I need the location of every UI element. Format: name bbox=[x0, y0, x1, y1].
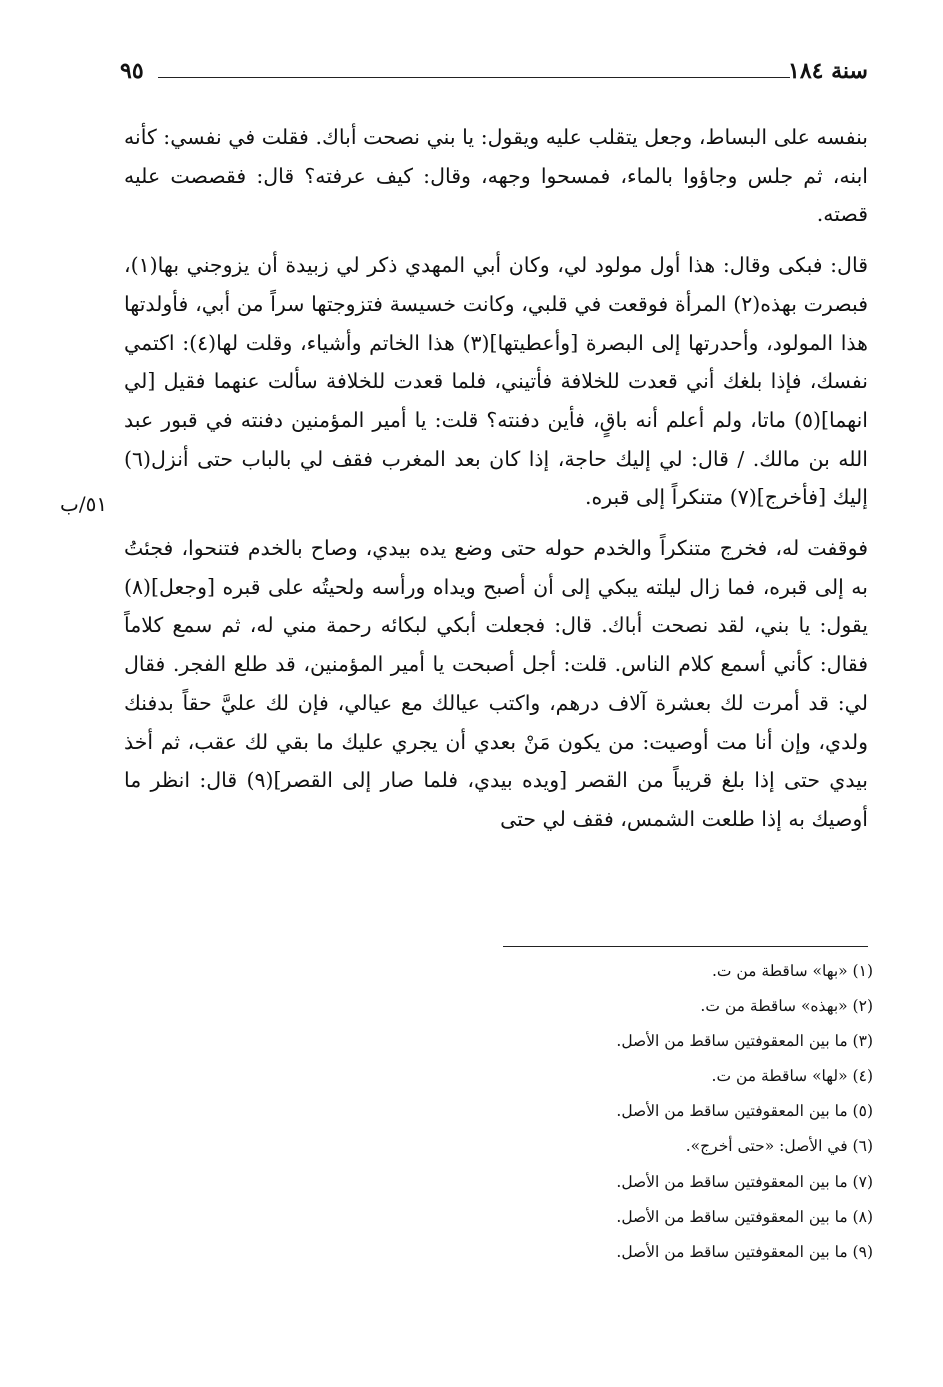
footnote: (٨) ما بين المعقوفتين ساقط من الأصل. bbox=[616, 1207, 873, 1226]
footnote: (٧) ما بين المعقوفتين ساقط من الأصل. bbox=[616, 1172, 873, 1191]
footnotes bbox=[473, 954, 873, 1270]
page-header bbox=[118, 58, 868, 92]
footnote: (٢) «بهذه» ساقطة من ت. bbox=[700, 997, 873, 1016]
header-rule bbox=[158, 77, 790, 78]
running-title: سنة ١٨٤ bbox=[788, 58, 868, 84]
paragraph: بنفسه على البساط، وجعل يتقلب عليه ويقول: يا بني نصحت أباك. فقلت في نفسي: كأنه ابنه، ثم جلس وجاؤوا بالماء، فمسحوا وجهه، وقال: كيف عرفته؟ قال: فقصصت عليه قصته. bbox=[124, 125, 868, 227]
paragraph: فوقفت له، فخرج متنكراً والخدم حوله حتى وضع يده بيدي، وصاح بالخدم فتنحوا، فجئتُ به إلى قبره، فما زال ليلته يبكي إلى أن أصبح ويداه ورأسه ولحيتُه على قبره [وجعل](٨) يقول: يا بني، لقد نصحت أباك. قال: فجعلت أبكي لبكائه رحمة مني له، ثم سمع كلاماً فقال: كأني أسمع كلام الناس. قلت: أجل أصبحت يا أمير المؤمنين، قد طلع الفجر. فقال لي: قد أمرت لك بعشرة آلاف درهم، واكتب عيالك مع عيالي، فإن لك عليَّ حقاً بدفنك ولدي، وإن أنا مت أوصيت: من يكون مَنْ بعدي أن يجري عليك ما بقي لك عقب، ثم أخذ بيدي حتى إذا بلغ قريباً من القصر [ويده بيدي، فلما صار إلى القصر](٩) قال: انظر ما أوصيك به إذا طلعت الشمس، فقف لي حتى bbox=[124, 536, 868, 831]
footnote: (٩) ما بين المعقوفتين ساقط من الأصل. bbox=[616, 1242, 873, 1261]
main-text bbox=[124, 118, 868, 839]
footnote: (٦) في الأصل: «حتى أخرج». bbox=[685, 1137, 873, 1156]
footnote-rule bbox=[503, 946, 868, 947]
footnote: (٤) «لها» ساقطة من ت. bbox=[711, 1067, 873, 1086]
footnote: (٣) ما بين المعقوفتين ساقط من الأصل. bbox=[616, 1032, 873, 1051]
page-number: ٩٥ bbox=[120, 58, 144, 84]
footnote: (٥) ما بين المعقوفتين ساقط من الأصل. bbox=[616, 1102, 873, 1121]
manuscript-folio-reference: ٥١/ب bbox=[60, 492, 108, 516]
paragraph: قال: فبكى وقال: هذا أول مولود لي، وكان أبي المهدي ذكر لي زبيدة أن يزوجني بها(١)، فبصرت بهذه(٢) المرأة فوقعت في قلبي، وكانت خسيسة فتزوجتها سراً من أبي، فأولدتها هذا المولود، وأحدرتها إلى البصرة [وأعطيتها](٣) هذا الخاتم وأشياء، وقلت لها(٤): اكتمي نفسك، فإذا بلغك أني قعدت للخلافة فأتيني، فلما قعدت للخلافة سألت عنهما فقيل [لي انهما](٥) ماتا، ولم أعلم أنه باقٍ، فأين دفنته؟ قلت: يا أمير المؤمنين دفنته في قبور عبد الله بن مالك. / قال: لي إليك حاجة، إذا كان بعد المغرب فقف لي بالباب حتى أنزل(٦) إليك [فأخرج](٧) متنكراً إلى قبره. bbox=[124, 253, 869, 510]
footnote: (١) «بها» ساقطة من ت. bbox=[711, 962, 873, 980]
